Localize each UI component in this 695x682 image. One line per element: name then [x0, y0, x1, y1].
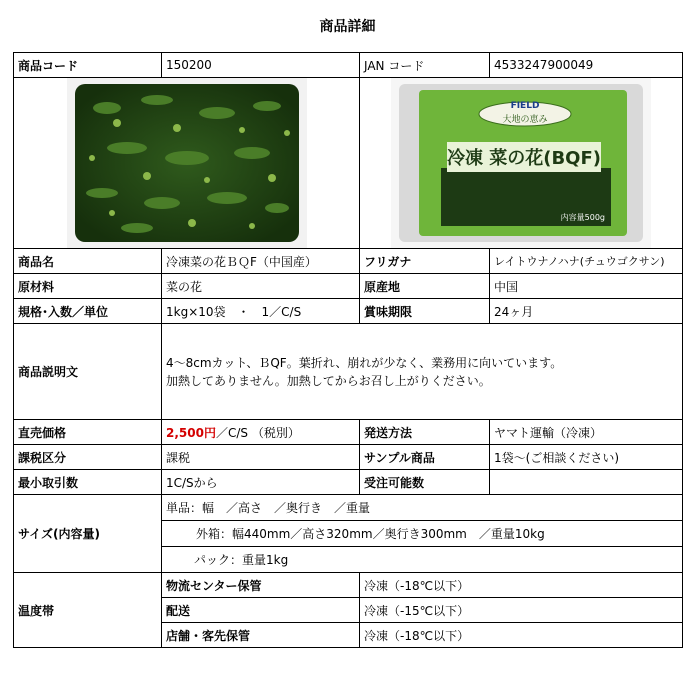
spec-value: 1kg×10袋 ・ 1／C/S	[162, 299, 360, 324]
price-suffix: ／C/S （税別）	[215, 425, 300, 440]
size-outer-box: 外箱：幅440mm／高さ320mm／奥行き300mm ／重量10kg	[162, 521, 683, 547]
package-photo-cell	[360, 78, 683, 249]
temp-store-label: 店舗・客先保管	[162, 623, 360, 648]
tax-value: 課税	[162, 445, 360, 470]
jan-code-label: JAN コード	[360, 53, 490, 78]
furigana-label: フリガナ	[360, 249, 490, 274]
origin-value: 中国	[490, 274, 683, 299]
description-value	[162, 324, 683, 420]
description-line-1: 4～8cmカット、ＢQF。葉折れ、崩れが少なく、業務用に向いています。	[166, 355, 563, 370]
temp-center-label: 物流センター保管	[162, 573, 360, 598]
product-spec-table	[13, 52, 683, 648]
sample-value: 1袋～(ご相談ください)	[490, 445, 683, 470]
temp-delivery-label: 配送	[162, 598, 360, 623]
description-line-2: 加熱してありません。加熱してからお召し上がりください。	[166, 373, 491, 388]
product-code-label: 商品コード	[14, 53, 162, 78]
table-row	[14, 445, 683, 470]
page-title: 商品詳細	[319, 19, 376, 35]
size-pack: パック：重量1kg	[162, 547, 683, 573]
tax-label: 課税区分	[14, 445, 162, 470]
greens-photo	[67, 78, 307, 248]
description-label: 商品説明文	[14, 324, 162, 420]
min-order-value: 1C/Sから	[162, 470, 360, 495]
product-code-value: 150200	[162, 53, 360, 78]
price-amount: 2,500円	[166, 425, 216, 440]
package-photo	[391, 78, 651, 248]
size-unit: 単品：幅 ／高さ ／奥行き ／重量	[162, 495, 683, 521]
sample-label: サンプル商品	[360, 445, 490, 470]
table-row	[14, 420, 683, 445]
min-order-label: 最小取引数	[14, 470, 162, 495]
temp-center-value: 冷凍（-18℃以下）	[360, 573, 683, 598]
table-row	[14, 324, 683, 420]
temp-store-value: 冷凍（-18℃以下）	[360, 623, 683, 648]
shelf-life-label: 賞味期限	[360, 299, 490, 324]
table-row	[14, 274, 683, 299]
spec-label: 規格･入数／単位	[14, 299, 162, 324]
temp-delivery-value: 冷凍（-15℃以下）	[360, 598, 683, 623]
table-row	[14, 573, 683, 598]
price-label: 直売価格	[14, 420, 162, 445]
origin-label: 原産地	[360, 274, 490, 299]
shelf-life-value: 24ヶ月	[490, 299, 683, 324]
jan-code-value: 4533247900049	[490, 53, 683, 78]
shipping-label: 発送方法	[360, 420, 490, 445]
ingredients-label: 原材料	[14, 274, 162, 299]
price-value	[162, 420, 360, 445]
package-weight: 内容量500g	[560, 213, 605, 222]
furigana-value: レイトウナノハナ(チュウゴクサン)	[490, 249, 683, 274]
package-name: 冷凍 菜の花(BQF)	[446, 148, 602, 169]
name-label: 商品名	[14, 249, 162, 274]
temperature-label: 温度帯	[14, 573, 162, 648]
orderable-qty-label: 受注可能数	[360, 470, 490, 495]
size-label: サイズ(内容量)	[14, 495, 162, 573]
table-row	[14, 249, 683, 274]
package-tagline: 大地の恵み	[502, 115, 548, 125]
table-row	[14, 470, 683, 495]
table-row	[14, 53, 683, 78]
ingredients-value: 菜の花	[162, 274, 360, 299]
table-row	[14, 299, 683, 324]
product-photo-cell	[14, 78, 360, 249]
shipping-value: ヤマト運輸（冷凍）	[490, 420, 683, 445]
orderable-qty-value	[490, 470, 683, 495]
table-row	[14, 495, 683, 521]
photo-row	[14, 78, 683, 249]
package-brand: FIELD	[510, 101, 540, 111]
name-value: 冷凍菜の花ＢＱF（中国産）	[162, 249, 360, 274]
